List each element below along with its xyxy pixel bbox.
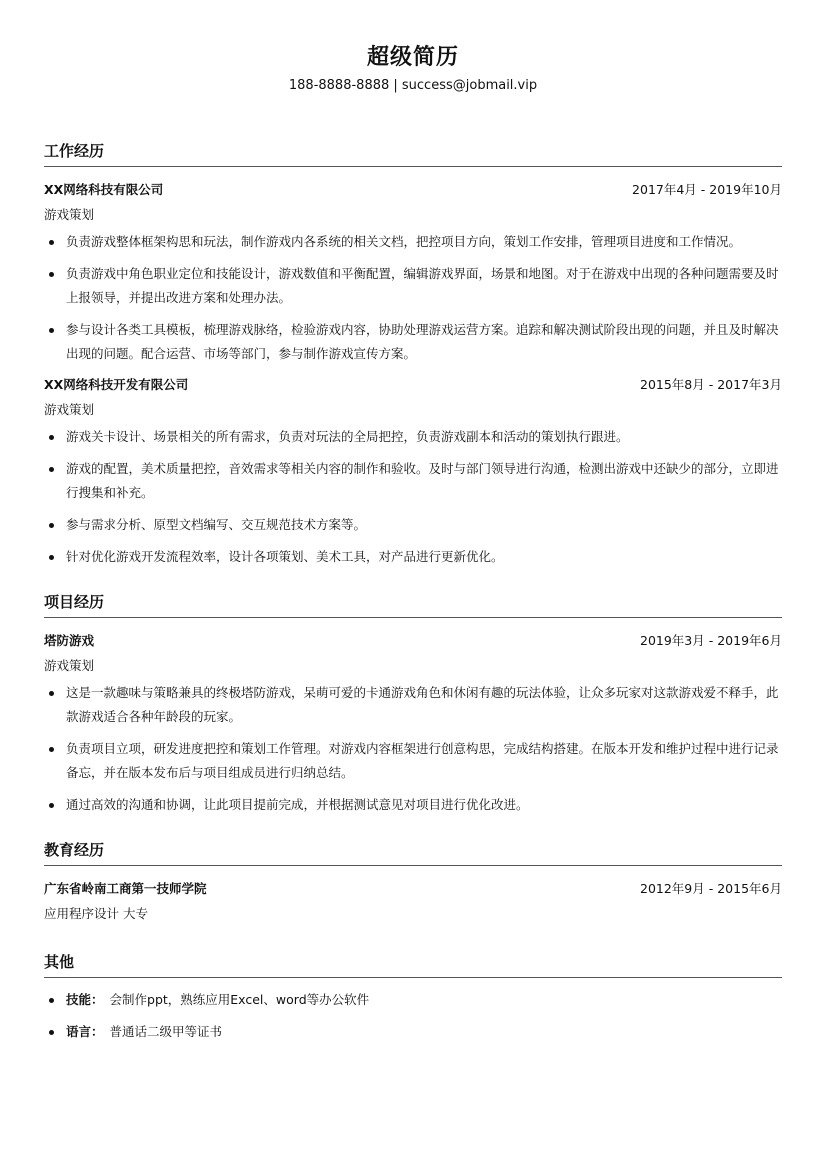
entry-org: XX网络科技开发有限公司 xyxy=(44,377,189,392)
entry-date: 2019年3月 - 2019年6月 xyxy=(640,633,782,648)
other-item xyxy=(44,988,782,1012)
entry-org: XX网络科技有限公司 xyxy=(44,182,164,197)
bullet-item: 通过高效的沟通和协调，让此项目提前完成，并根据测试意见对项目进行优化改进。 xyxy=(44,793,782,817)
entry-role: 游戏策划 xyxy=(44,207,95,222)
bullet-item: 负责项目立项，研发进度把控和策划工作管理。对游戏内容框架进行创意构思，完成结构搭建。在版本开发和维护过程中进行记录备忘，并在版本发布后与项目组成员进行归纳总结。 xyxy=(44,737,782,785)
bullet-item: 这是一款趣味与策略兼具的终极塔防游戏，呆萌可爱的卡通游戏角色和休闲有趣的玩法体验，让众多玩家对这款游戏爱不释手，此款游戏适合各种年龄段的玩家。 xyxy=(44,681,782,729)
other-item-value: 普通话二级甲等证书 xyxy=(109,1024,223,1039)
other-item-label: 语言： xyxy=(66,1024,104,1039)
bullet-item: 参与需求分析、原型文档编写、交互规范技术方案等。 xyxy=(44,513,782,537)
section-title-work: 工作经历 xyxy=(44,140,782,167)
entry-role: 游戏策划 xyxy=(44,658,95,673)
bullet-item: 负责游戏整体框架构思和玩法，制作游戏内各系统的相关文档，把控项目方向，策划工作安排，管理项目进度和工作情况。 xyxy=(44,230,782,254)
bullet-item: 游戏关卡设计、场景相关的所有需求，负责对玩法的全局把控，负责游戏副本和活动的策划执行跟进。 xyxy=(44,425,782,449)
other-section xyxy=(44,951,782,1044)
entry-date: 2015年8月 - 2017年3月 xyxy=(640,377,782,392)
entry-org: 广东省岭南工商第一技师学院 xyxy=(44,881,207,896)
bullet-item: 参与设计各类工具模板，梳理游戏脉络，检验游戏内容，协助处理游戏运营方案。追踪和解决测试阶段出现的问题，并且及时解决出现的问题。配合运营、市场等部门，参与制作游戏宣传方案。 xyxy=(44,318,782,366)
entry-role: 应用程序设计 大专 xyxy=(44,906,148,921)
education-section xyxy=(44,839,782,923)
resume-name: 超级简历 xyxy=(366,45,459,70)
education-entry xyxy=(44,878,782,923)
contact-line: 188-8888-8888 | success@jobmail.vip xyxy=(288,78,538,93)
project-section xyxy=(44,591,782,817)
other-item-value: 会制作ppt，熟练应用Excel、word等办公软件 xyxy=(109,992,370,1007)
other-item xyxy=(44,1020,782,1044)
entry-role: 游戏策划 xyxy=(44,402,95,417)
section-title-project: 项目经历 xyxy=(44,591,782,618)
bullet-item: 负责游戏中角色职业定位和技能设计，游戏数值和平衡配置，编辑游戏界面，场景和地图。对于在游戏中出现的各种问题需要及时上报领导，并提出改进方案和处理办法。 xyxy=(44,262,782,310)
section-title-education: 教育经历 xyxy=(44,839,782,866)
work-section xyxy=(44,140,782,569)
entry-date: 2012年9月 - 2015年6月 xyxy=(640,881,782,896)
entry-org: 塔防游戏 xyxy=(44,633,95,648)
other-item-label: 技能： xyxy=(66,992,104,1007)
bullet-item: 针对优化游戏开发流程效率，设计各项策划、美术工具，对产品进行更新优化。 xyxy=(44,545,782,569)
work-entry xyxy=(44,374,782,569)
bullet-item: 游戏的配置，美术质量把控，音效需求等相关内容的制作和验收。及时与部门领导进行沟通，检测出游戏中还缺少的部分，立即进行搜集和补充。 xyxy=(44,457,782,505)
work-entry xyxy=(44,179,782,366)
entry-date: 2017年4月 - 2019年10月 xyxy=(632,182,782,197)
project-entry xyxy=(44,630,782,817)
section-title-other: 其他 xyxy=(44,951,782,978)
